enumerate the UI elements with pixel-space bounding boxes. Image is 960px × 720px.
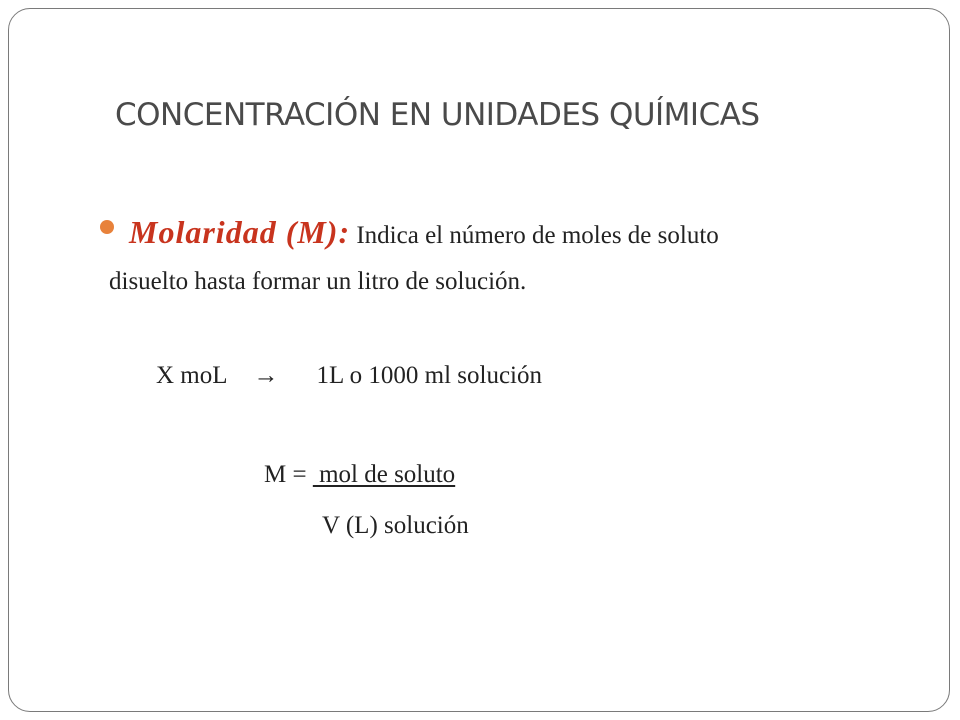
slide-title: CONCENTRACIÓN EN UNIDADES QUÍMICAS: [115, 97, 760, 133]
molarity-term: Molaridad (M):: [129, 214, 351, 250]
bullet-paragraph: [109, 209, 899, 305]
relation-right: 1L o 1000 ml solución: [316, 362, 542, 389]
right-arrow-icon: →: [253, 362, 279, 389]
relation-left: X moL: [156, 362, 228, 389]
bullet-dot-icon: [100, 220, 114, 234]
formula-denominator: V (L) solución: [322, 512, 469, 539]
molarity-formula-numerator-line: [264, 461, 455, 489]
definition-line-1: Indica el número de moles de soluto: [350, 222, 719, 249]
definition-line-2: disuelto hasta formar un litro de solución.: [109, 268, 527, 295]
formula-lhs: M =: [264, 461, 313, 488]
moles-relation: [156, 362, 542, 390]
formula-numerator: mol de soluto: [312, 461, 456, 488]
slide-frame: [8, 8, 950, 712]
